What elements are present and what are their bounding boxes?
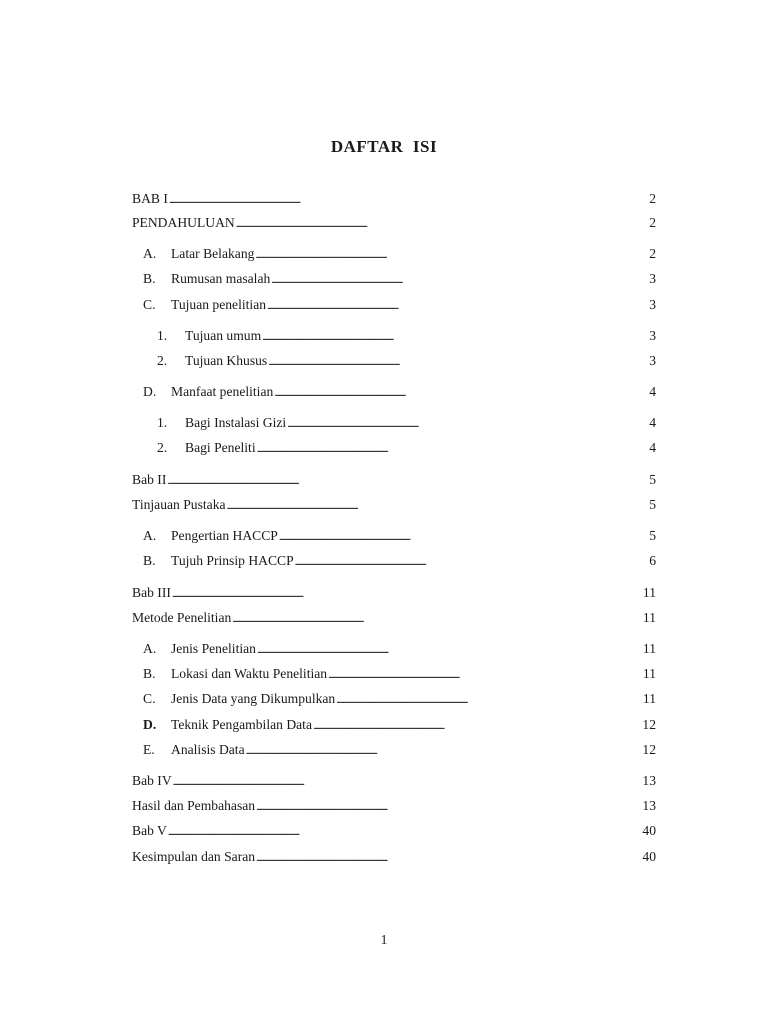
toc-entry-text: Tinjauan Pustaka — [132, 497, 226, 512]
toc-entry-page: 13 — [642, 773, 656, 788]
toc-entry-page: 3 — [649, 353, 656, 368]
toc-entry[interactable] — [132, 822, 656, 840]
toc-entry[interactable] — [132, 190, 656, 208]
dot-leader — [313, 716, 641, 735]
toc-entry-text: Pengertian HACCP — [171, 528, 278, 543]
toc-entry-text: Latar Belakang — [171, 246, 255, 261]
toc-entry-marker: C. — [143, 297, 156, 312]
dot-leader — [173, 772, 642, 791]
toc-entry-page: 4 — [649, 415, 656, 430]
toc-entry-page: 12 — [642, 717, 656, 732]
toc-entry[interactable] — [132, 584, 656, 602]
toc-entry-page: 2 — [649, 246, 656, 261]
toc-entry-text: Tujuan umum — [185, 328, 262, 343]
toc-entry[interactable] — [143, 690, 656, 708]
dot-leader — [232, 609, 642, 628]
toc-entry-text: Hasil dan Pembahasan — [132, 798, 256, 813]
toc-entry-text: Bab II — [132, 472, 167, 487]
toc-entry[interactable] — [157, 327, 656, 345]
dot-leader — [256, 848, 641, 867]
toc-entry-page: 40 — [642, 849, 656, 864]
toc-entry[interactable] — [143, 665, 656, 683]
dot-leader — [274, 383, 648, 402]
toc-entry-page: 2 — [649, 215, 656, 230]
toc-entry-page: 11 — [642, 666, 656, 681]
toc-entry-marker: 2. — [157, 353, 168, 368]
toc-entry[interactable] — [157, 414, 656, 432]
toc-entry[interactable] — [143, 741, 656, 759]
toc-entry[interactable] — [132, 496, 656, 514]
dot-leader — [328, 665, 642, 684]
toc-entry-marker: 2. — [157, 440, 168, 455]
toc-entry-text: Manfaat penelitian — [171, 384, 274, 399]
toc-entry[interactable] — [143, 270, 656, 288]
toc-entry-marker: 1. — [157, 328, 168, 343]
toc-entry-page: 11 — [642, 691, 656, 706]
toc-entry-text: Tujuan Khusus — [185, 353, 268, 368]
toc-entry-text: Jenis Penelitian — [171, 641, 256, 656]
toc-entry[interactable] — [132, 214, 656, 232]
toc-entry[interactable] — [132, 848, 656, 866]
toc-title: DAFTAR ISI — [330, 137, 438, 156]
toc-entry-text: PENDAHULUAN — [132, 215, 235, 230]
toc-entry-text: Bab V — [132, 823, 167, 838]
dot-leader — [255, 245, 648, 264]
toc-entry-text: Bab III — [132, 585, 171, 600]
toc-entry-page: 3 — [649, 328, 656, 343]
dot-leader — [279, 527, 648, 546]
toc-entry-marker: E. — [143, 742, 155, 757]
toc-entry-page: 40 — [642, 823, 656, 838]
toc-entry-marker: A. — [143, 246, 157, 261]
toc-entry-page: 13 — [642, 798, 656, 813]
dot-leader — [257, 439, 649, 458]
dot-leader — [271, 270, 648, 289]
toc-entry-text: Kesimpulan dan Saran — [132, 849, 256, 864]
toc-entry-page: 3 — [649, 271, 656, 286]
toc-entry-page: 11 — [642, 610, 656, 625]
page-number: 1 — [380, 932, 388, 947]
toc-entry-text: Rumusan masalah — [171, 271, 271, 286]
toc-entry[interactable] — [132, 797, 656, 815]
toc-entry[interactable] — [132, 609, 656, 627]
toc-entry-page: 2 — [649, 191, 656, 206]
dot-leader — [256, 797, 641, 816]
toc-entry-marker: D. — [143, 384, 157, 399]
toc-entry-text: Lokasi dan Waktu Penelitian — [171, 666, 328, 681]
toc-entry[interactable] — [143, 640, 656, 658]
toc-entry-text: Bab IV — [132, 773, 172, 788]
dot-leader — [246, 741, 642, 760]
toc-entry-text: Teknik Pengambilan Data — [171, 717, 312, 732]
toc-entry-marker: A. — [143, 641, 157, 656]
toc-entry-page: 5 — [649, 472, 656, 487]
toc-entry[interactable] — [143, 552, 656, 570]
toc-entry[interactable] — [157, 439, 656, 457]
toc-entry-text: Metode Penelitian — [132, 610, 232, 625]
dot-leader — [262, 327, 648, 346]
toc-entry-marker: C. — [143, 691, 156, 706]
dot-leader — [236, 214, 648, 233]
toc-entry[interactable] — [143, 245, 656, 263]
dot-leader — [295, 552, 649, 571]
dot-leader — [169, 190, 648, 209]
toc-entry-text: Bagi Peneliti — [185, 440, 256, 455]
toc-entry-marker: 1. — [157, 415, 168, 430]
dot-leader — [168, 822, 642, 841]
toc-entry-page: 12 — [642, 742, 656, 757]
toc-entry-text: BAB I — [132, 191, 168, 206]
toc-entry-page: 4 — [649, 384, 656, 399]
toc-entry-text: Jenis Data yang Dikumpulkan — [171, 691, 336, 706]
toc-entry-page: 11 — [642, 585, 656, 600]
toc-entry-page: 4 — [649, 440, 656, 455]
dot-leader — [257, 640, 642, 659]
toc-entry-page: 11 — [642, 641, 656, 656]
toc-entry[interactable] — [143, 527, 656, 545]
toc-entry-text: Bagi Instalasi Gizi — [185, 415, 287, 430]
toc-entry-page: 3 — [649, 297, 656, 312]
toc-entry-marker: A. — [143, 528, 157, 543]
dot-leader — [287, 414, 648, 433]
toc-entry-text: Tujuan penelitian — [171, 297, 267, 312]
toc-entry-page: 5 — [649, 497, 656, 512]
dot-leader — [268, 352, 648, 371]
toc-entry-text: Analisis Data — [171, 742, 245, 757]
toc-entry-marker: D. — [143, 717, 157, 732]
dot-leader — [267, 296, 648, 315]
dot-leader — [167, 471, 648, 490]
toc-entry-page: 6 — [649, 553, 656, 568]
toc-entry[interactable] — [132, 772, 656, 790]
dot-leader — [172, 584, 642, 603]
toc-entry[interactable] — [143, 716, 656, 734]
toc-entry-marker: B. — [143, 271, 156, 286]
dot-leader — [336, 690, 642, 709]
toc-entry-page: 5 — [649, 528, 656, 543]
toc-entry[interactable] — [157, 352, 656, 370]
toc-entry-marker: B. — [143, 553, 156, 568]
toc-entry[interactable] — [143, 296, 656, 314]
dot-leader — [227, 496, 649, 515]
toc-entry[interactable] — [132, 471, 656, 489]
toc-entry-marker: B. — [143, 666, 156, 681]
toc-entry-text: Tujuh Prinsip HACCP — [171, 553, 294, 568]
toc-entry[interactable] — [143, 383, 656, 401]
